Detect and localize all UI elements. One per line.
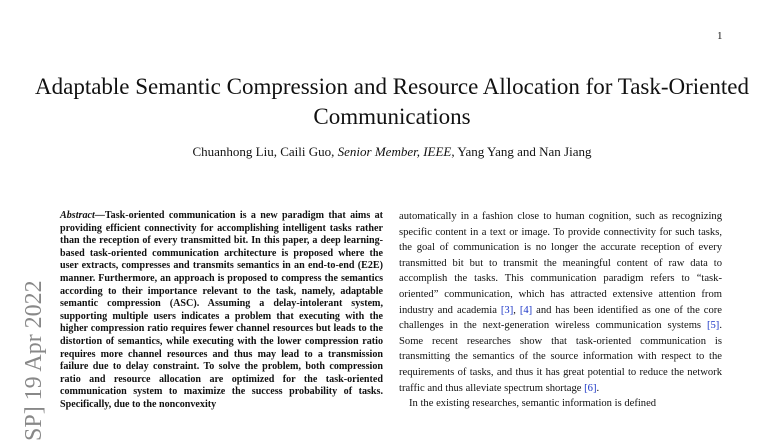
page-number: 1 <box>717 30 723 42</box>
intro-text-c: and has been identified as one of the core challenges in the next-generation wireless communication systems <box>399 304 722 332</box>
citation-6[interactable]: [6] <box>584 382 597 394</box>
citation-3[interactable]: [3] <box>500 304 514 316</box>
intro-text-a: automatically in a fashion close to human cognition, such as recognizing specific content in a text or image. To provide connectivity for such tasks, the goal of communication is no longer the accurate reception of every transmitted bit but to transmit the meaningful content of raw data to accomplish the tasks. This communication paradigm refers to “task-oriented” communication, which has attracted extensive attention from industry and academia <box>399 211 722 316</box>
intro-paragraph-1 <box>399 209 722 396</box>
paper-title: Adaptable Semantic Compression and Resource Allocation for Task-Oriented Communications <box>35 74 749 129</box>
citation-4[interactable]: [4] <box>519 304 533 316</box>
abstract-text: —Task-oriented communication is a new paradigm that aims at providing efficient connectivity for accomplishing intelligent tasks rather than the reception of every transmitted bit. In this paper, a deep learning-based task-oriented communication architecture is proposed where the user extracts, compresses and transmits semantics in an end-to-end (E2E) manner. Furthermore, an approach is proposed to compress the semantics according to their importance relevant to the task, namely, adaptable semantic compression (ASC). Assuming a delay-intolerant system, supporting multiple users indicates a problem that executing with the higher compression ratio requires fewer channel resources but leads to the distortion of semantics, while executing with the lower compression ratio requires more channel resources and thus may lead to a transmission failure due to delay constraint. To solve the problem, both compression ratio and resource allocation are optimized for the task-oriented communication system to maximize the success probability of tasks. Specifically, due to the nonconvexity <box>60 210 383 410</box>
authors-part2: , Yang Yang and Nan Jiang <box>451 144 592 159</box>
abstract-lead: Abstract <box>60 210 95 221</box>
abstract <box>60 210 383 412</box>
intro-text-b: , <box>513 304 520 316</box>
authors-part1: Chuanhong Liu, Caili Guo, <box>192 144 338 159</box>
intro-text-d: . Some recent researches show that task-oriented communication is transmitting the semantics of the source information with respect to the requirements of tasks, and thus it has great potential to reduce the network traffic and thus alleviate spectrum shortage <box>399 320 722 394</box>
author-role: Senior Member, IEEE <box>337 144 452 159</box>
introduction-column <box>399 209 722 412</box>
author-list <box>0 144 784 160</box>
intro-paragraph-2: In the existing researches, semantic information is defined <box>409 398 657 410</box>
citation-5[interactable]: [5] <box>706 320 720 332</box>
arxiv-stamp: SP] 19 Apr 2022 <box>21 280 47 441</box>
intro-text-e: . <box>596 382 600 394</box>
